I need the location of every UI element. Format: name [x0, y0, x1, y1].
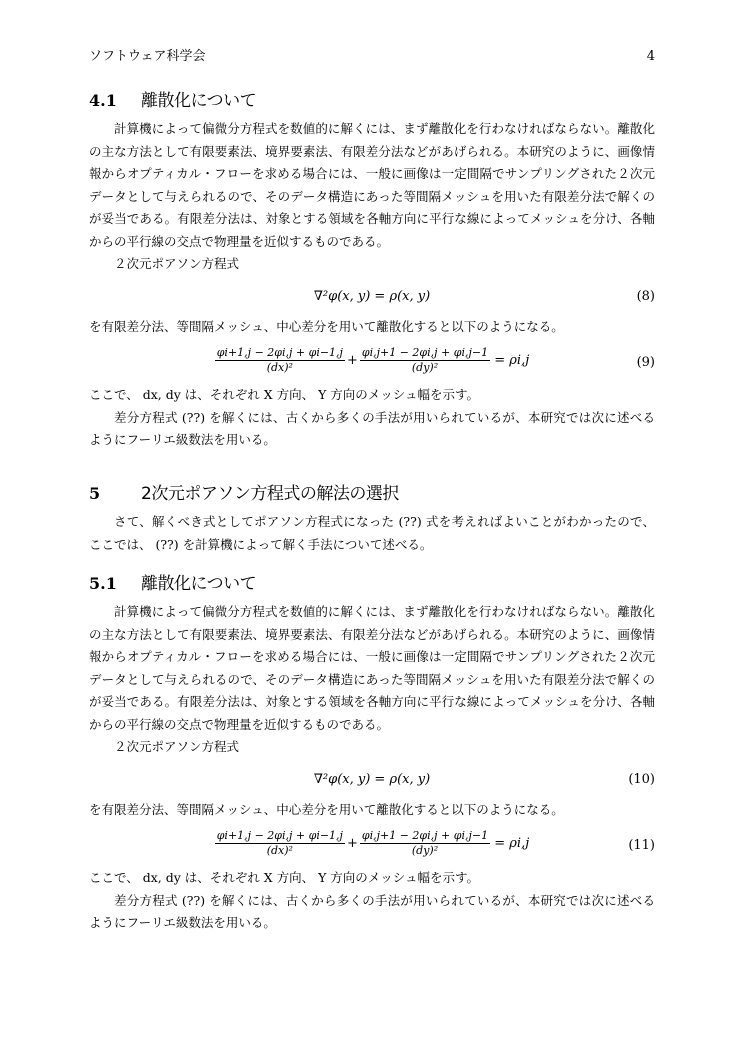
section-number: 4.1 — [89, 91, 117, 110]
paragraph: 差分方程式 (??) を解くには、古くから多くの手法が用いられているが、本研究では次に述べるようにフーリエ級数法を用いる。 — [89, 892, 655, 930]
equation-11 — [89, 821, 655, 867]
section-title: 離散化について — [141, 574, 257, 594]
section-4-1 — [89, 90, 655, 452]
equation-expression: $\frac{\varphi i+1,j - 2\varphi i,j + \varphi i-1,j}{\text{(dx)²}}$ + $\frac{\varphi i,j+1 - 2\varphi i,j + \varphi i,j-1}{\text{(dy)²}}$ = ρi,j — [216, 346, 530, 374]
journal-name: ソフトウェア科学会 — [89, 49, 206, 64]
section-5-1 — [89, 573, 655, 935]
fraction — [215, 346, 345, 375]
numerator: φi+1,j − 2φi,j + φi−1,j — [216, 829, 343, 842]
section-5 — [89, 483, 655, 556]
denominator: (dy)² — [411, 844, 439, 857]
paragraph: 差分方程式 (??) を解くには、古くから多くの手法が用いられているが、本研究では次に述べるようにフーリエ級数法を用いる。 — [89, 409, 655, 447]
section-number: 5 — [89, 484, 101, 503]
page-number: 4 — [646, 49, 655, 64]
equation-number: (9) — [636, 355, 655, 370]
section-number: 5.1 — [89, 574, 117, 593]
paragraph: ２次元ポアソン方程式 — [114, 256, 240, 271]
equation-expression: $\frac{\varphi i+1,j - 2\varphi i,j + \varphi i-1,j}{\text{(dx)²}}$ + $\frac{\varphi i,j+1 - 2\varphi i,j + \varphi i,j-1}{\text{(dy)²}}$ = ρi,j — [216, 829, 530, 857]
numerator: φi,j+1 − 2φi,j + φi,j−1 — [361, 346, 489, 359]
equation-8 — [89, 276, 655, 316]
fraction — [360, 346, 490, 375]
equation-rhs: = ρi,j — [494, 353, 530, 368]
numerator: φi,j+1 − 2φi,j + φi,j−1 — [361, 829, 489, 842]
paragraph: ここで、 dx, dy は、それぞれ X 方向、 Y 方向のメッシュ幅を示す。 — [89, 870, 480, 885]
section-heading — [89, 573, 655, 595]
section-title: 離散化について — [141, 91, 257, 111]
equation-number: (8) — [636, 288, 655, 304]
section-title: 2次元ポアソン方程式の解法の選択 — [141, 484, 399, 504]
paragraph: 計算機によって偏微分方程式を数値的に解くには、まず離散化を行わなければならない。離散化の主な方法として有限要素法、境界要素法、有限差分法などがあげられる。本研究のように、画像情報からオプティカル・フローを求める場合には、一般に画像は一定間隔でサンプリングされた２次元データとして与えられるので、そのデータ構造にあった等間隔メッシュを用いた有限差分法で解くのが妥当である。有限差分法は、対象とする領域を各軸方向に平行な線によってメッシュを分け、各軸からの平行線の交点で物理量を近似するものである。 — [89, 604, 655, 732]
equation-9 — [89, 338, 655, 384]
denominator: (dx)² — [266, 361, 293, 374]
numerator: φi+1,j − 2φi,j + φi−1,j — [216, 346, 343, 359]
section-heading — [89, 483, 655, 505]
equation-number: (11) — [628, 838, 655, 853]
equation-expression: ∇²φ(x, y) = ρ(x, y) — [313, 771, 431, 787]
running-header — [89, 48, 655, 66]
paragraph: ２次元ポアソン方程式 — [114, 739, 240, 754]
fraction — [360, 829, 490, 858]
paragraph: ここで、 dx, dy は、それぞれ X 方向、 Y 方向のメッシュ幅を示す。 — [89, 387, 480, 402]
denominator: (dy)² — [411, 361, 439, 374]
denominator: (dx)² — [266, 844, 293, 857]
fraction — [215, 829, 345, 858]
equation-number: (10) — [628, 771, 655, 787]
equation-expression: ∇²φ(x, y) = ρ(x, y) — [313, 288, 431, 304]
paragraph: 計算機によって偏微分方程式を数値的に解くには、まず離散化を行わなければならない。離散化の主な方法として有限要素法、境界要素法、有限差分法などがあげられる。本研究のように、画像情報からオプティカル・フローを求める場合には、一般に画像は一定間隔でサンプリングされた２次元データとして与えられるので、そのデータ構造にあった等間隔メッシュを用いた有限差分法で解くのが妥当である。有限差分法は、対象とする領域を各軸方向に平行な線によってメッシュを分け、各軸からの平行線の交点で物理量を近似するものである。 — [89, 121, 655, 249]
equation-rhs: = ρi,j — [494, 836, 530, 851]
paragraph: さて、解くべき式としてポアソン方程式になった (??) 式を考えればよいことがわかったので、ここでは、 (??) を計算機によって解く手法について述べる。 — [89, 514, 655, 552]
paragraph: を有限差分法、等間隔メッシュ、中心差分を用いて離散化すると以下のようになる。 — [89, 318, 564, 334]
equation-10 — [89, 759, 655, 799]
paragraph: を有限差分法、等間隔メッシュ、中心差分を用いて離散化すると以下のようになる。 — [89, 801, 564, 817]
section-heading — [89, 90, 655, 112]
